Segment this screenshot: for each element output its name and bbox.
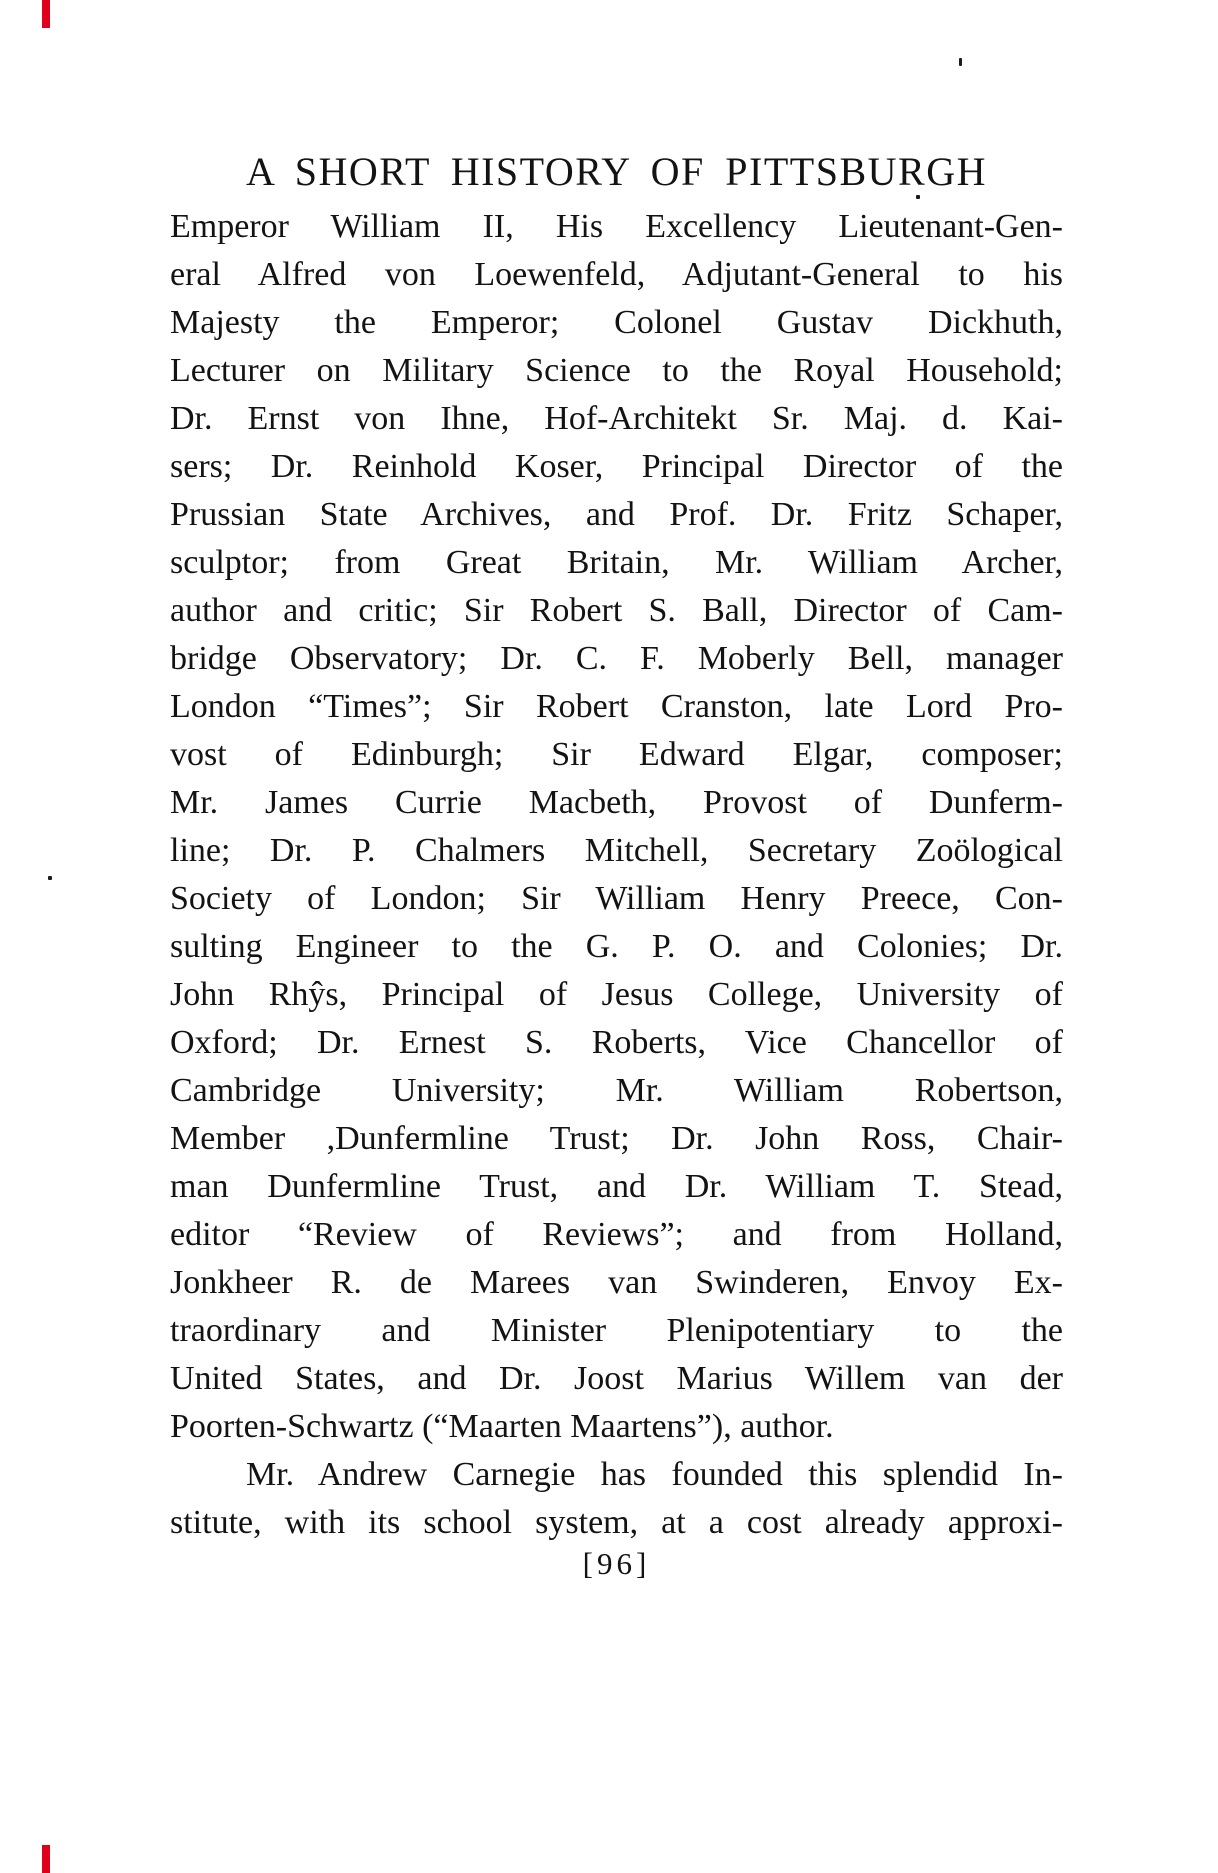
body-line: Jonkheer R. de Marees van Swinderen, Envoy Ex-	[170, 1264, 1063, 1301]
body-line: man Dunfermline Trust, and Dr. William T. Stead,	[170, 1168, 1063, 1205]
body-line: sculptor; from Great Britain, Mr. William Archer,	[170, 544, 1063, 581]
body-line: Emperor William II, His Excellency Lieutenant-Gen-	[170, 208, 1063, 245]
body-line: eral Alfred von Loewenfeld, Adjutant-General to his	[170, 256, 1063, 293]
page-number: [96]	[582, 1546, 651, 1581]
body-line: Lecturer on Military Science to the Royal Household;	[170, 352, 1063, 389]
body-line: Cambridge University; Mr. William Robertson,	[170, 1072, 1063, 1109]
body-line: Dr. Ernst von Ihne, Hof-Architekt Sr. Maj. d. Kai-	[170, 400, 1063, 437]
scan-speck	[48, 876, 52, 880]
body-line: Prussian State Archives, and Prof. Dr. Fritz Schaper,	[170, 496, 1063, 533]
scan-speck	[959, 58, 962, 66]
body-line: Oxford; Dr. Ernest S. Roberts, Vice Chancellor of	[170, 1024, 1063, 1061]
body-text	[170, 203, 1063, 1547]
body-line: line; Dr. P. Chalmers Mitchell, Secretary Zoölogical	[170, 832, 1063, 869]
scan-registration-mark-top	[42, 0, 50, 28]
body-line: United States, and Dr. Joost Marius Willem van der	[170, 1360, 1063, 1397]
body-line: traordinary and Minister Plenipotentiary to the	[170, 1312, 1063, 1349]
body-line: Mr. James Currie Macbeth, Provost of Dunferm-	[170, 784, 1063, 821]
body-line: Majesty the Emperor; Colonel Gustav Dickhuth,	[170, 304, 1063, 341]
page-title: A SHORT HISTORY OF PITTSBURGH	[246, 149, 987, 194]
body-line: editor “Review of Reviews”; and from Holland,	[170, 1216, 1063, 1253]
body-line: bridge Observatory; Dr. C. F. Moberly Bell, manager	[170, 640, 1063, 677]
body-line: stitute, with its school system, at a cost already approxi-	[170, 1504, 1063, 1541]
scan-speck	[916, 195, 920, 199]
body-line: sers; Dr. Reinhold Koser, Principal Director of the	[170, 448, 1063, 485]
body-line: author and critic; Sir Robert S. Ball, Director of Cam-	[170, 592, 1063, 629]
scan-registration-mark-bottom	[42, 1845, 50, 1873]
body-line: London “Times”; Sir Robert Cranston, late Lord Pro-	[170, 688, 1063, 725]
body-line: Member ,Dunfermline Trust; Dr. John Ross, Chair-	[170, 1120, 1063, 1157]
body-line: Poorten-Schwartz (“Maarten Maartens”), author.	[170, 1408, 834, 1445]
body-line: vost of Edinburgh; Sir Edward Elgar, composer;	[170, 736, 1063, 773]
body-line: Mr. Andrew Carnegie has founded this splendid In-	[246, 1456, 1063, 1493]
body-line: Society of London; Sir William Henry Preece, Con-	[170, 880, 1063, 917]
body-line: John Rhŷs, Principal of Jesus College, University of	[170, 976, 1063, 1013]
body-line: sulting Engineer to the G. P. O. and Colonies; Dr.	[170, 928, 1063, 965]
